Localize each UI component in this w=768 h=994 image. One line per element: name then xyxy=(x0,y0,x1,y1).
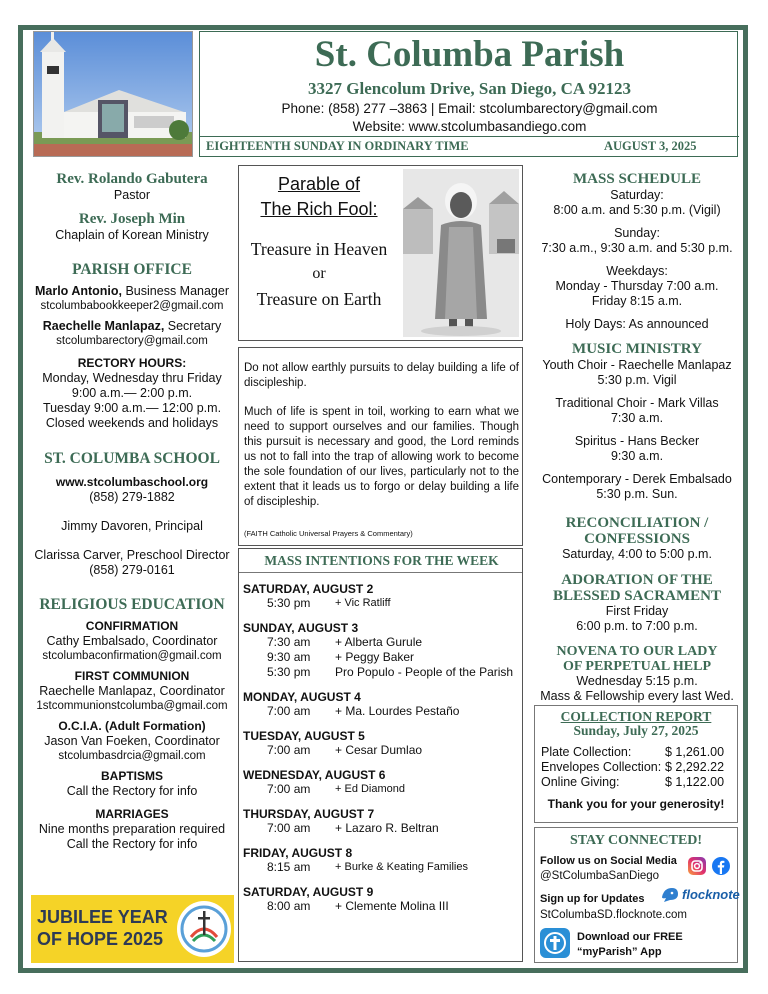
confirmation-coordinator: Cathy Embalsado, Coordinator xyxy=(46,634,218,648)
intention-day: THURSDAY, AUGUST 7 xyxy=(243,807,375,821)
reflection-p1: Do not allow earthly pursuits to delay building a life of discipleship. xyxy=(244,362,519,389)
adoration-heading-1: ADORATION OF THE xyxy=(561,572,713,588)
chaplain-role: Chaplain of Korean Ministry xyxy=(55,228,209,242)
flocknote-icon xyxy=(660,885,680,903)
marriages-heading: MARRIAGES xyxy=(95,807,169,821)
reflection-credit: (FAITH Catholic Universal Prayers & Commentary) xyxy=(244,529,413,538)
intention-row xyxy=(243,782,521,797)
novena-line-1: Wednesday 5:15 p.m. xyxy=(576,674,698,688)
connected-box xyxy=(534,827,738,963)
instagram-icon[interactable] xyxy=(688,857,706,875)
adoration-line-2: 6:00 p.m. to 7:00 p.m. xyxy=(576,619,698,633)
parish-title: St. Columba Parish xyxy=(314,34,625,75)
parable-box xyxy=(238,165,523,341)
collection-heading: COLLECTION REPORT xyxy=(560,709,712,724)
secretary-name: Raechelle Manlapaz, xyxy=(42,319,165,333)
communion-coordinator: Raechelle Manlapaz, Coordinator xyxy=(39,684,225,698)
novena-line-2: Mass & Fellowship every last Wed. xyxy=(540,689,734,703)
reconciliation-heading-2: CONFESSIONS xyxy=(584,531,690,547)
church-photo xyxy=(33,31,193,157)
pastor-role: Pastor xyxy=(113,188,151,202)
holy-days: Holy Days: As announced xyxy=(565,317,709,331)
intention-time: 5:30 pm xyxy=(267,596,311,610)
saturday-times: 8:00 a.m. and 5:30 p.m. (Vigil) xyxy=(553,203,721,217)
parish-office-heading: PARISH OFFICE xyxy=(72,261,192,278)
music-line-3: Traditional Choir - Mark Villas xyxy=(555,396,719,410)
confirmation-heading: CONFIRMATION xyxy=(85,619,179,633)
intention-name: Pro Populo - People of the Parish xyxy=(335,665,514,679)
flocknote-url[interactable]: StColumbaSD.flocknote.com xyxy=(540,909,688,921)
intention-time: 5:30 pm xyxy=(267,665,311,679)
intention-row xyxy=(243,635,521,650)
manager-email: stcolumbabookkeeper2@gmail.com xyxy=(40,300,224,312)
intention-time: 7:00 am xyxy=(267,782,311,796)
secretary-email: stcolumbarectory@gmail.com xyxy=(56,335,208,347)
weekdays-times-2: Friday 8:15 a.m. xyxy=(591,294,683,308)
mass-schedule-heading: MASS SCHEDULE xyxy=(573,171,701,187)
intention-time: 7:30 am xyxy=(267,635,311,649)
baptisms-text: Call the Rectory for info xyxy=(66,784,198,798)
right-column xyxy=(532,170,742,704)
plate-amount: $ 1,261.00 xyxy=(665,745,725,759)
liturgical-day: EIGHTEENTH SUNDAY IN ORDINARY TIME xyxy=(206,139,469,153)
parish-website: Website: www.stcolumbasandiego.com xyxy=(352,119,587,134)
intention-name: + Clemente Molina III xyxy=(335,899,449,913)
intention-name: + Ed Diamond xyxy=(335,783,406,795)
header-box xyxy=(199,31,738,157)
intention-day: WEDNESDAY, AUGUST 6 xyxy=(243,768,386,782)
intention-name: + Lazaro R. Beltran xyxy=(335,821,439,835)
intention-day: SATURDAY, AUGUST 9 xyxy=(243,885,374,899)
signup-label: Sign up for Updates xyxy=(540,893,645,905)
jubilee-line-2: OF HOPE 2025 xyxy=(37,929,164,949)
collection-date: Sunday, July 27, 2025 xyxy=(573,723,699,738)
intention-row xyxy=(243,899,521,914)
intention-time: 7:00 am xyxy=(267,704,311,718)
bulletin-date: AUGUST 3, 2025 xyxy=(604,139,697,153)
novena-heading-2: OF PERPETUAL HELP xyxy=(562,659,712,674)
intentions-list xyxy=(243,572,521,914)
ocia-email: stcolumbasdrcia@gmail.com xyxy=(58,750,206,762)
jesus-illustration xyxy=(403,169,519,337)
baptisms-heading: BAPTISMS xyxy=(100,769,163,783)
app-line-1: Download our FREE xyxy=(577,931,683,943)
connected-heading: STAY CONNECTED! xyxy=(569,833,703,848)
rectory-hours-1: Monday, Wednesday thru Friday xyxy=(42,371,222,385)
jubilee-logo xyxy=(177,901,231,957)
music-heading: MUSIC MINISTRY xyxy=(572,341,702,357)
chaplain-name: Rev. Joseph Min xyxy=(78,211,186,227)
flocknote-logo[interactable] xyxy=(660,885,740,903)
intention-day: FRIDAY, AUGUST 8 xyxy=(243,846,353,860)
intention-row xyxy=(243,743,521,758)
intention-day: TUESDAY, AUGUST 5 xyxy=(243,729,365,743)
parish-contact: Phone: (858) 277 –3863 | Email: stcolumbarectory@gmail.com xyxy=(281,101,658,116)
reflection-box xyxy=(238,347,523,546)
manager-role: Business Manager xyxy=(122,284,230,298)
reconciliation-time: Saturday, 4:00 to 5:00 p.m. xyxy=(562,547,712,561)
music-line-6: 9:30 a.m. xyxy=(610,449,664,463)
sunday-times: 7:30 a.m., 9:30 a.m. and 5:30 p.m. xyxy=(541,241,733,255)
religious-ed-heading: RELIGIOUS EDUCATION xyxy=(39,596,225,613)
music-line-5: Spiritus - Hans Becker xyxy=(574,434,700,448)
social-label: Follow us on Social Media xyxy=(540,855,677,867)
parable-sub-1: Treasure in Heaven xyxy=(250,239,388,259)
intention-day: MONDAY, AUGUST 4 xyxy=(243,690,361,704)
facebook-icon[interactable] xyxy=(712,857,730,875)
parable-sub-2: Treasure on Earth xyxy=(256,289,382,309)
music-line-1: Youth Choir - Raechelle Manlapaz xyxy=(542,358,732,372)
myparish-icon[interactable] xyxy=(540,928,570,958)
ocia-coordinator: Jason Van Foeken, Coordinator xyxy=(44,734,220,748)
school-phone: (858) 279-1882 xyxy=(89,490,175,504)
plate-label: Plate Collection: xyxy=(541,745,632,759)
parable-or: or xyxy=(312,265,326,282)
rectory-hours-4: Closed weekends and holidays xyxy=(45,416,219,430)
intention-day: SUNDAY, AUGUST 3 xyxy=(243,621,359,635)
rectory-hours-2: 9:00 a.m.— 2:00 p.m. xyxy=(71,386,193,400)
intention-name: + Alberta Gurule xyxy=(335,635,423,649)
weekdays-label: Weekdays: xyxy=(606,264,668,278)
online-label: Online Giving: xyxy=(541,775,620,789)
app-line-2: “myParish” App xyxy=(577,946,662,958)
school-principal: Jimmy Davoren, Principal xyxy=(61,519,203,533)
intention-row xyxy=(243,860,521,875)
jubilee-line-1: JUBILEE YEAR xyxy=(37,907,168,927)
left-column xyxy=(28,170,236,852)
secretary-line xyxy=(28,319,236,334)
intention-row xyxy=(243,650,521,665)
adoration-heading-2: BLESSED SACRAMENT xyxy=(553,588,721,604)
secretary-role: Secretary xyxy=(164,319,222,333)
intention-name: + Cesar Dumlao xyxy=(335,743,423,757)
weekdays-times-1: Monday - Thursday 7:00 a.m. xyxy=(555,279,719,293)
manager-name: Marlo Antonio, xyxy=(34,284,122,298)
manager-line xyxy=(28,284,236,299)
confirmation-email: stcolumbaconfirmation@gmail.com xyxy=(42,650,222,662)
rectory-hours-heading: RECTORY HOURS: xyxy=(77,356,187,370)
music-line-4: 7:30 a.m. xyxy=(610,411,664,425)
communion-heading: FIRST COMMUNION xyxy=(74,669,190,683)
preschool-director: Clarissa Carver, Preschool Director xyxy=(34,548,230,562)
header-rule xyxy=(200,136,739,137)
school-heading: ST. COLUMBA SCHOOL xyxy=(44,450,220,467)
parable-title-2: The Rich Fool: xyxy=(260,199,378,219)
intention-time: 7:00 am xyxy=(267,743,311,757)
intention-name: + Peggy Baker xyxy=(335,650,415,664)
online-amount: $ 1,122.00 xyxy=(665,775,725,789)
intention-time: 8:00 am xyxy=(267,899,311,913)
intention-row xyxy=(243,665,521,680)
marriages-text-1: Nine months preparation required xyxy=(38,822,226,836)
rectory-hours-3: Tuesday 9:00 a.m.— 12:00 p.m. xyxy=(42,401,222,415)
parable-title-1: Parable of xyxy=(277,174,361,194)
flocknote-brand: flocknote xyxy=(682,886,740,902)
music-line-7: Contemporary - Derek Embalsado xyxy=(542,472,732,486)
envelopes-amount: $ 2,292.22 xyxy=(665,760,725,774)
intention-time: 7:00 am xyxy=(267,821,311,835)
intention-row xyxy=(243,704,521,719)
saturday-label: Saturday: xyxy=(610,188,664,202)
intention-name: + Burke & Keating Families xyxy=(335,861,468,873)
music-line-2: 5:30 p.m. Vigil xyxy=(597,373,677,387)
intention-row xyxy=(243,596,521,611)
intention-name: + Vic Ratliff xyxy=(335,597,391,609)
intentions-box xyxy=(238,548,523,962)
sunday-label: Sunday: xyxy=(614,226,660,240)
intention-day: SATURDAY, AUGUST 2 xyxy=(243,582,374,596)
social-handle[interactable]: @StColumbaSanDiego xyxy=(540,870,660,882)
marriages-text-2: Call the Rectory for info xyxy=(66,837,198,851)
music-line-8: 5:30 p.m. Sun. xyxy=(596,487,678,501)
communion-email: 1stcommunionstcolumba@gmail.com xyxy=(36,700,228,712)
reflection-p2: Much of life is spent in toil, working to earn what we need to support ourselves and our families. Though this pursuit is necessary and good, the Lord reminds us not to fall into the trap of allowing work to become the sole foundation of our lives, particularly not to the extent that it leads us to forgo or delay building a life of discipleship. xyxy=(244,406,519,508)
collection-box xyxy=(534,705,738,823)
novena-heading-1: NOVENA TO OUR LADY xyxy=(556,644,718,659)
envelopes-label: Envelopes Collection: xyxy=(541,760,662,774)
pastor-name: Rev. Rolando Gabutera xyxy=(56,171,208,187)
school-website[interactable]: www.stcolumbaschool.org xyxy=(55,475,209,489)
intention-time: 9:30 am xyxy=(267,650,311,664)
adoration-line-1: First Friday xyxy=(605,604,669,618)
collection-thanks: Thank you for your generosity! xyxy=(547,797,725,811)
intention-name: + Ma. Lourdes Pestaño xyxy=(335,704,460,718)
intention-time: 8:15 am xyxy=(267,860,311,874)
jubilee-banner xyxy=(31,895,234,963)
reconciliation-heading-1: RECONCILIATION / xyxy=(565,515,709,531)
ocia-heading: O.C.I.A. (Adult Formation) xyxy=(58,719,206,733)
intentions-heading: MASS INTENTIONS FOR THE WEEK xyxy=(264,553,499,568)
parish-address: 3327 Glencolum Drive, San Diego, CA 92123 xyxy=(308,79,631,98)
intention-row xyxy=(243,821,521,836)
preschool-phone: (858) 279-0161 xyxy=(89,563,175,577)
